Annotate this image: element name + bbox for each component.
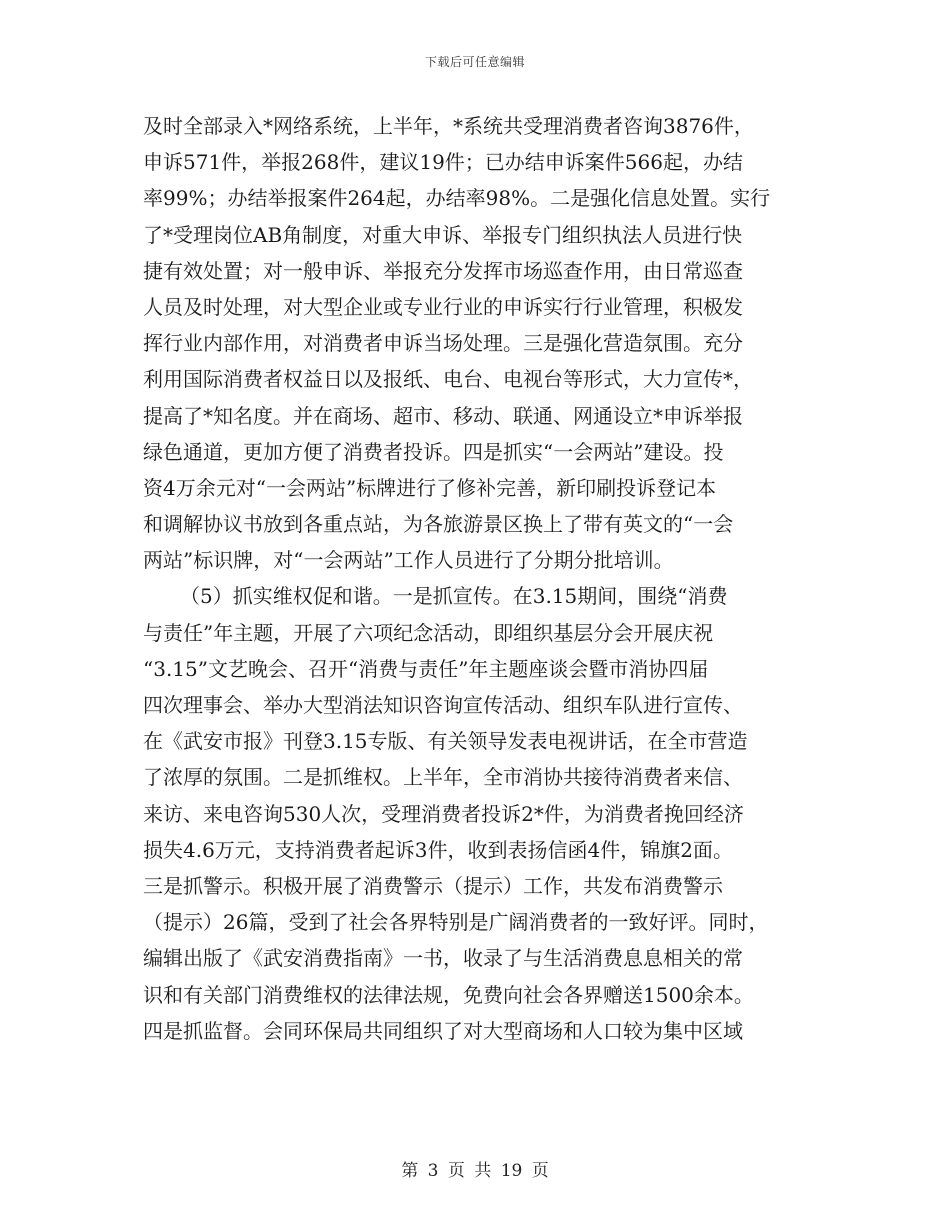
text-line: 提高了*知名度。并在商场、超市、移动、联通、网通设立*申诉举报 bbox=[143, 403, 743, 428]
text-line: 两站”标识牌，对“一会两站”工作人员进行了分期分批培训。 bbox=[143, 548, 674, 573]
text-line: 来访、来电咨询530人次，受理消费者投诉2*件，为消费者挽回经济 bbox=[143, 801, 744, 826]
paragraph-start-line: （5）抓实维权促和谐。一是抓宣传。在3.15期间，围绕“消费 bbox=[180, 584, 728, 609]
text-line: 识和有关部门消费维权的法律法规，免费向社会各界赠送1500余本。 bbox=[143, 982, 754, 1007]
text-line: 三是抓警示。积极开展了消费警示（提示）工作，共发布消费警示 bbox=[143, 873, 723, 898]
page-header: 下载后可任意编辑 bbox=[424, 55, 525, 69]
text-line: 了浓厚的氛围。二是抓维权。上半年，全市消协共接待消费者来信、 bbox=[143, 765, 743, 790]
text-line: 了*受理岗位AB角制度，对重大申诉、举报专门组织执法人员进行快 bbox=[143, 222, 743, 247]
document-body bbox=[143, 108, 803, 1049]
text-line: “3.15”文艺晚会、召开“消费与责任”年主题座谈会暨市消协四届 bbox=[143, 656, 709, 681]
text-line: 和调解协议书放到各重点站，为各旅游景区换上了带有英文的“一会 bbox=[143, 512, 734, 537]
text-line: 与责任”年主题，开展了六项纪念活动，即组织基层分会开展庆祝 bbox=[143, 620, 714, 645]
text-line: 捷有效处置；对一般申诉、举报充分发挥市场巡查作用，由日常巡查 bbox=[143, 258, 743, 283]
text-line: 资4万余元对“一会两站”标牌进行了修补完善，新印刷投诉登记本 bbox=[143, 475, 717, 500]
text-line: （提示）26篇，受到了社会各界特别是广阔消费者的一致好评。同时， bbox=[143, 910, 769, 935]
text-line: 申诉571件，举报268件，建议19件；已办结申诉案件566起，办结 bbox=[143, 150, 743, 175]
text-line: 编辑出版了《武安消费指南》一书，收录了与生活消费息息相关的常 bbox=[143, 946, 743, 971]
text-line: 挥行业内部作用，对消费者申诉当场处理。三是强化营造氛围。充分 bbox=[143, 331, 743, 356]
text-line: 绿色通道，更加方便了消费者投诉。四是抓实“一会两站”建设。投 bbox=[143, 439, 724, 464]
page-number-footer: 第 3 页 共 19 页 bbox=[401, 1161, 549, 1181]
text-line: 利用国际消费者权益日以及报纸、电台、电视台等形式，大力宣传*， bbox=[143, 367, 753, 392]
text-line: 四是抓监督。会同环保局共同组织了对大型商场和人口较为集中区域 bbox=[143, 1018, 743, 1043]
text-line: 率99%；办结举报案件264起，办结率98%。二是强化信息处置。实行 bbox=[143, 186, 771, 211]
text-line: 四次理事会、举办大型消法知识咨询宣传活动、组织车队进行宣传、 bbox=[143, 693, 743, 717]
text-line: 在《武安市报》刊登3.15专版、有关领导发表电视讲话，在全市营造 bbox=[143, 729, 748, 754]
text-line: 人员及时处理，对大型企业或专业行业的申诉实行行业管理，积极发 bbox=[143, 294, 743, 319]
text-line: 损失4.6万元，支持消费者起诉3件，收到表扬信函4件，锦旗2面。 bbox=[143, 837, 733, 862]
text-line: 及时全部录入*网络系统，上半年，*系统共受理消费者咨询3876件， bbox=[143, 114, 754, 138]
